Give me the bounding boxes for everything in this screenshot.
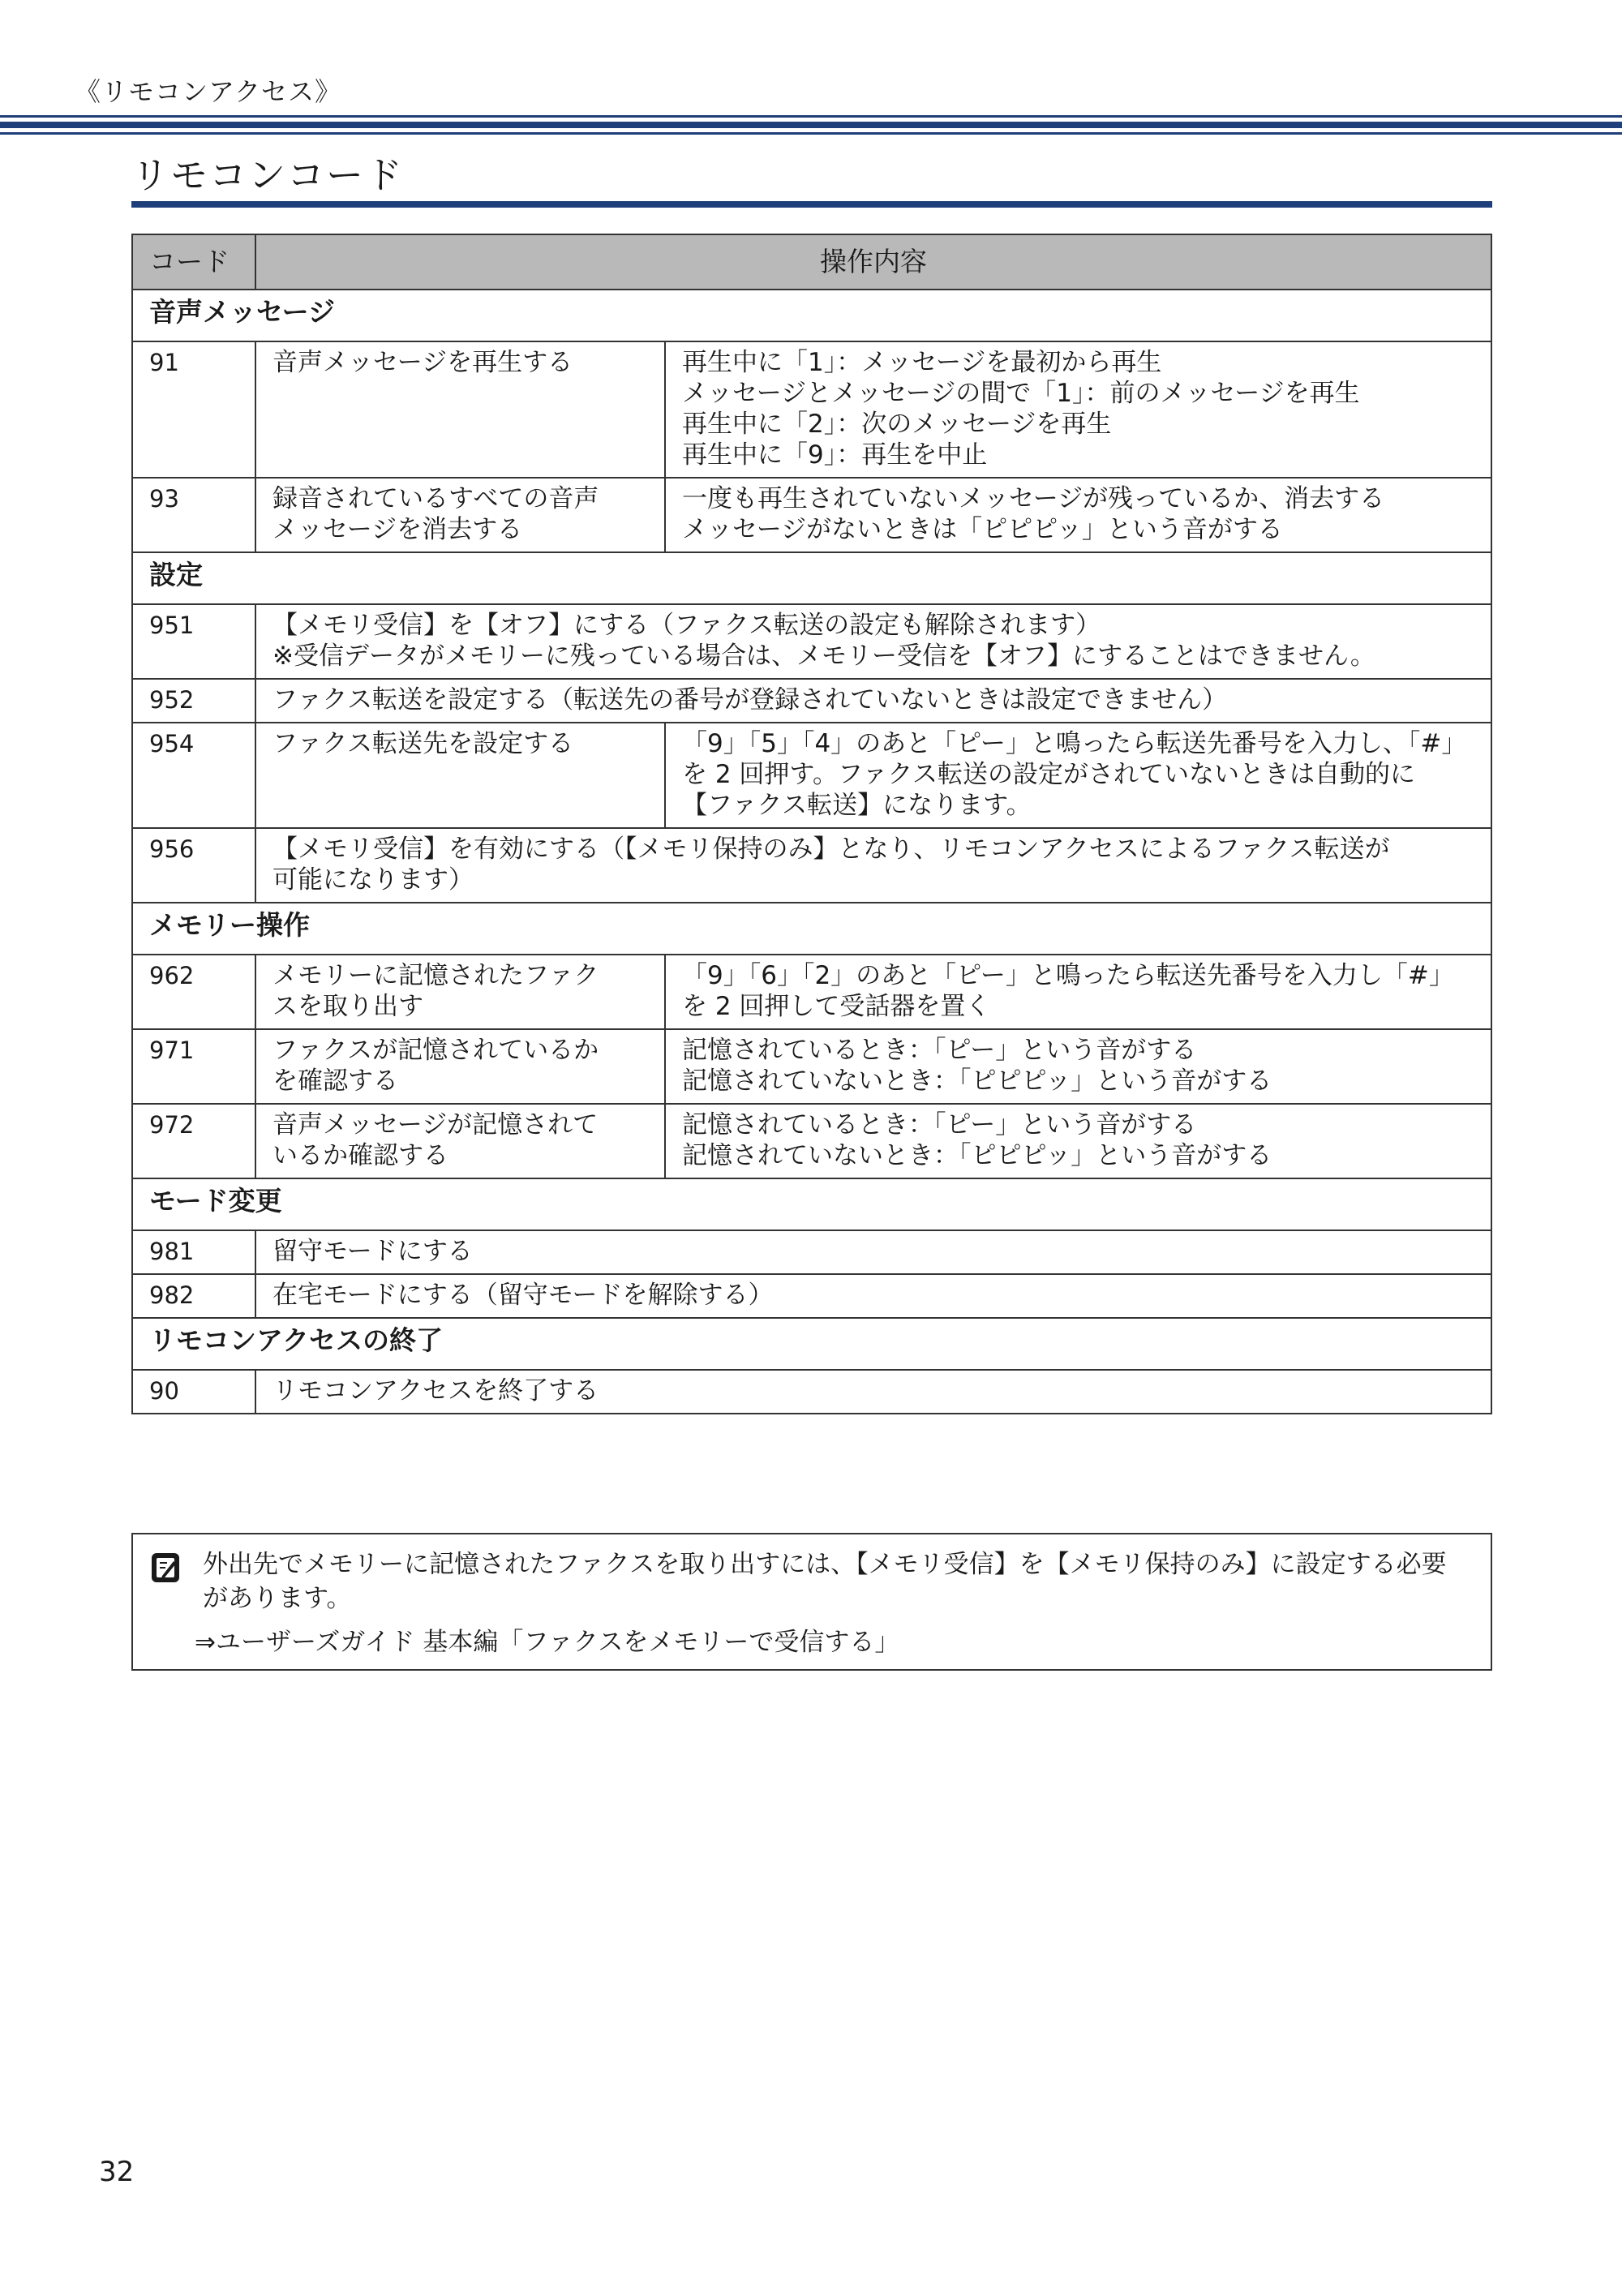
memo-pencil-icon [151,1552,180,1583]
note-box [131,1533,1492,1671]
table-row [132,955,1491,1029]
header-rule [0,115,1622,135]
text-line: ファクス転送先を設定する [272,729,574,758]
text-line: を確認する [272,1066,398,1096]
operation-cell [255,679,1491,723]
code-cell: 972 [132,1104,255,1178]
code-cell: 951 [132,604,255,679]
text-line: リモコンアクセスを終了する [272,1376,599,1405]
group-label: リモコンアクセスの終了 [132,1318,1491,1370]
table-row [132,1370,1491,1414]
group-label: 設定 [132,552,1491,604]
detail-cell [665,478,1491,552]
code-cell: 91 [132,341,255,478]
detail-cell [665,1029,1491,1104]
detail-cell [665,723,1491,828]
text-line: スを取り出す [272,992,423,1021]
operation-cell [255,828,1491,903]
text-line: 記憶されているとき：「ピー」という音がする [682,1036,1197,1065]
table-row [132,828,1491,903]
detail-cell [665,955,1491,1029]
text-line: 記憶されているとき：「ピー」という音がする [682,1110,1197,1139]
table-row [132,1029,1491,1104]
table-header-row [132,234,1491,290]
text-line: 可能になります） [272,865,474,895]
group-row [132,290,1491,341]
table-row [132,723,1491,828]
group-row [132,1318,1491,1370]
action-cell [255,478,665,552]
header-code: コード [132,234,255,290]
text-line: 音声メッセージを再生する [272,348,573,377]
text-line: いるか確認する [272,1141,448,1170]
detail-cell [665,341,1491,478]
detail-cell [665,1104,1491,1178]
group-label: メモリー操作 [132,903,1491,955]
table-row [132,679,1491,723]
code-cell: 981 [132,1230,255,1274]
text-line: 【ファクス転送】になります。 [682,791,1032,820]
code-cell: 90 [132,1370,255,1414]
group-row [132,903,1491,955]
action-cell [255,1029,665,1104]
text-line: 在宅モードにする（留守モードを解除する） [272,1281,774,1310]
text-line: 一度も再生されていないメッセージが残っているか、消去する [682,484,1385,513]
section-title: リモコンコード [131,153,404,197]
code-cell: 982 [132,1274,255,1318]
text-line: 記憶されていないとき：「ピピピッ」という音がする [682,1141,1272,1170]
table-row [132,1104,1491,1178]
text-line: 再生中に「2」：次のメッセージを再生 [682,410,1112,439]
text-line: 留守モードにする [272,1237,473,1266]
text-line: ※受信データがメモリーに残っている場合は、メモリー受信を【オフ】にすることはできません。 [272,642,1375,671]
header-title: 《リモコンアクセス》 [75,76,342,107]
code-cell: 962 [132,955,255,1029]
table-row [132,604,1491,679]
action-cell [255,723,665,828]
remote-code-table [131,234,1492,1414]
text-line: 「9」「6」「2」のあと「ピー」と鳴ったら転送先番号を入力し「#」 [682,961,1454,990]
text-line: を 2 回押して受話器を置く [682,992,991,1021]
text-line: メモリーに記憶されたファク [272,961,599,990]
operation-cell [255,1370,1491,1414]
table-row [132,478,1491,552]
group-row [132,552,1491,604]
text-line: を 2 回押す。ファクス転送の設定がされていないときは自動的に [682,760,1416,789]
action-cell [255,341,665,478]
text-line: 音声メッセージが記憶されて [272,1110,599,1139]
table-row [132,1274,1491,1318]
text-line: 録音されているすべての音声 [272,484,599,513]
text-line: ファクスが記憶されているか [272,1036,599,1065]
code-cell: 954 [132,723,255,828]
text-line: 記憶されていないとき：「ピピピッ」という音がする [682,1066,1272,1096]
section-rule [131,201,1492,208]
code-cell: 971 [132,1029,255,1104]
text-line: 【メモリ受信】を有効にする（【メモリ保持のみ】となり、リモコンアクセスによるファクス転送が [272,835,1390,864]
operation-cell [255,1230,1491,1274]
note-text: 外出先でメモリーに記憶されたファクスを取り出すには、【メモリ受信】を【メモリ保持のみ】に設定する必要があります。 [203,1550,1447,1613]
code-cell: 952 [132,679,255,723]
text-line: メッセージがないときは「ピピピッ」という音がする [682,515,1283,544]
table-row [132,1230,1491,1274]
operation-cell [255,1274,1491,1318]
text-line: メッセージを消去する [272,515,523,544]
action-cell [255,955,665,1029]
text-line: メッセージとメッセージの間で「1」：前のメッセージを再生 [682,379,1360,408]
text-line: 【メモリ受信】を【オフ】にする（ファクス転送の設定も解除されます） [272,611,1101,640]
action-cell [255,1104,665,1178]
operation-cell [255,604,1491,679]
text-line: 「9」「5」「4」のあと「ピー」と鳴ったら転送先番号を入力し、「#」 [682,729,1467,758]
group-label: 音声メッセージ [132,290,1491,341]
group-row [132,1178,1491,1230]
code-cell: 956 [132,828,255,903]
group-label: モード変更 [132,1178,1491,1230]
header-operation: 操作内容 [255,234,1491,290]
table-row [132,341,1491,478]
text-line: 再生中に「9」：再生を中止 [682,440,988,470]
code-cell: 93 [132,478,255,552]
note-reference[interactable]: ⇒ユーザーズガイド 基本編「ファクスをメモリーで受信する」 [195,1628,900,1657]
text-line: 再生中に「1」：メッセージを最初から再生 [682,348,1162,377]
page-number: 32 [99,2156,135,2188]
text-line: ファクス転送を設定する（転送先の番号が登録されていないときは設定できません） [272,685,1228,715]
